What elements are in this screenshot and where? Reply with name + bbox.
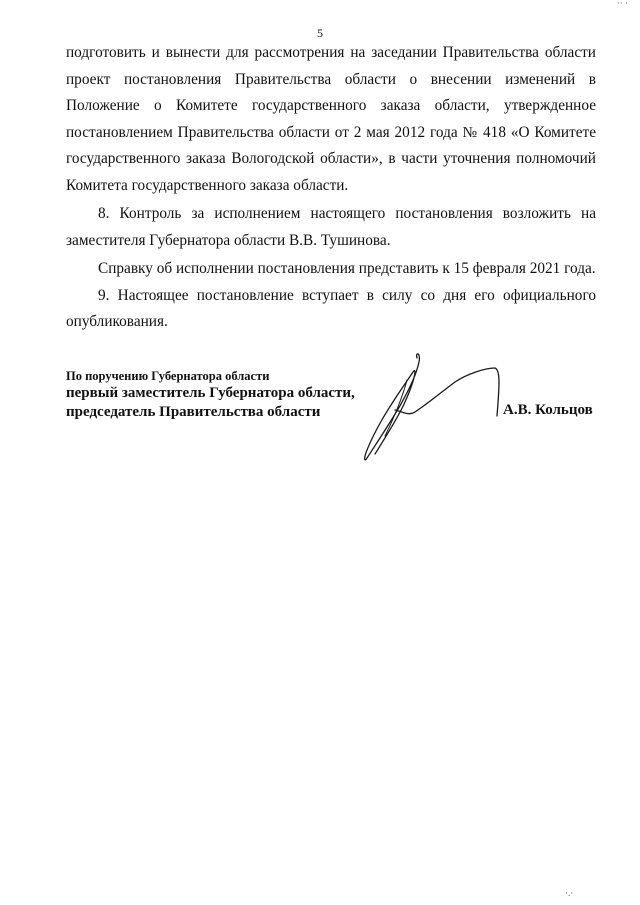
paragraph-9-effect: 9. Настоящее постановление вступает в силу со дня его официального опубликования.: [66, 286, 596, 330]
signatory-name: А.В. Кольцов: [503, 402, 593, 418]
paragraph-task: подготовить и вынести для рассмотрения на заседании Правительства области проект постановления Правительства области о внесении изменений в Положение о Комитете государственного заказа области, утвержденное постановлением Правительства области от 2 мая 2012 года № 418 «О Комитете государственного заказа Вологодской области», в части уточнения полномочий Комитета государственного заказа области.: [66, 44, 596, 194]
signature-authority-line: По поручению Губернатора области: [66, 369, 270, 383]
signatory-position-line-2: председатель Правительства области: [66, 404, 321, 420]
scan-artifact: ·· ·: [616, 0, 628, 8]
signatory-position-line-1: первый заместитель Губернатора области,: [66, 385, 355, 401]
page-number: 5: [317, 26, 323, 40]
paragraph-8-control: 8. Контроль за исполнением настоящего постановления возложить на заместителя Губернатора области В.В. Тушинова.: [66, 205, 596, 249]
handwritten-signature-icon: [355, 350, 505, 465]
paragraph-report: Справку об исполнении постановления представить к 15 февраля 2021 года.: [98, 260, 596, 277]
document-body: [66, 40, 596, 336]
scan-artifact: ·.·: [565, 888, 574, 898]
signature-block: [66, 368, 606, 422]
